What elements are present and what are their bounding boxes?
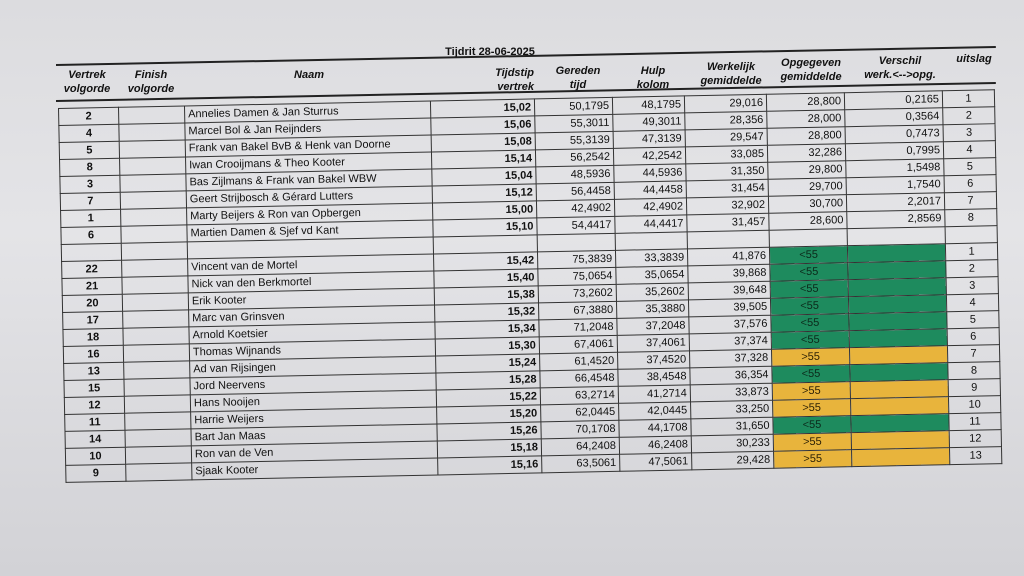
vertrek-cell: 16 [63,345,123,363]
vertrek-cell: 15 [64,379,124,397]
finish-cell [122,276,188,294]
verschil-status-cell [848,278,946,297]
werkelijk-cell: 39,868 [688,264,770,283]
hulp-cell: 48,1795 [612,96,684,114]
gereden-cell: 66,4548 [540,369,618,388]
opgegeven-status-cell: <55 [770,263,848,282]
opgegeven-status-cell: <55 [771,331,849,350]
header-gereden-line1: Gereden [555,65,601,77]
tijdstip-cell: 15,22 [436,388,540,407]
uitslag-cell: 6 [944,175,996,193]
uitslag-cell: 5 [944,158,996,176]
tijdstip-cell: 15,32 [435,303,539,322]
verschil-cell: 1,5498 [846,159,944,178]
header-finish-line1: Finish [134,69,168,81]
hulp-cell: 47,3139 [613,130,685,148]
tijdstip-cell: 15,08 [431,133,535,152]
gereden-cell: 67,4061 [539,335,617,354]
finish-cell [123,344,189,362]
naam-cell: Bas Zijlmans & Frank van Bakel WBW [186,169,432,191]
opgegeven-status-cell: <55 [773,416,851,435]
opgegeven-cell: 29,800 [768,161,846,180]
opgegeven-status-cell: >55 [773,399,851,418]
hulp-cell: 37,2048 [617,317,689,335]
blank-cell [687,230,769,249]
werkelijk-cell: 37,576 [689,315,771,334]
hulp-cell: 42,4902 [614,198,686,216]
header-werkelijk-line1: Werkelijk [706,61,756,73]
uitslag-cell: 3 [946,277,998,295]
naam-cell: Hans Nooijen [190,390,436,412]
naam-cell: Nick van den Berkmortel [188,271,434,293]
naam-cell: Ron van de Ven [191,441,437,463]
naam-cell: Frank van Bakel BvB & Henk van Doorne [185,135,431,157]
opgegeven-status-cell: <55 [770,297,848,316]
uitslag-cell: 1 [945,243,997,261]
opgegeven-status-cell: <55 [769,246,847,265]
uitslag-cell: 12 [949,430,1001,448]
results-table [58,89,1002,483]
header-gereden-line2: tijd [569,79,587,91]
naam-cell: Arnold Koetsier [189,322,435,344]
uitslag-cell: 11 [949,413,1001,431]
gereden-cell: 75,0654 [538,267,616,286]
finish-cell [122,293,188,311]
vertrek-cell: 5 [59,141,119,159]
tijdstip-cell: 15,38 [434,286,538,305]
finish-cell [124,378,190,396]
vertrek-cell: 13 [64,362,124,380]
hulp-cell: 37,4520 [618,351,690,369]
naam-cell: Iwan Crooijmans & Theo Kooter [186,152,432,174]
tijdstip-cell: 15,04 [432,167,536,186]
tijdstip-cell: 15,26 [437,422,541,441]
uitslag-cell: 13 [949,447,1001,465]
naam-cell: Bart Jan Maas [191,424,437,446]
vertrek-cell: 1 [61,209,121,227]
group1-body [59,90,998,245]
finish-cell [119,123,185,141]
opgegeven-cell: 28,600 [769,212,847,231]
header-vertrek [58,68,116,96]
finish-cell [126,463,192,481]
werkelijk-cell: 33,873 [690,383,772,402]
gereden-cell: 42,4902 [536,199,614,218]
header-hulp-line1: Hulp [640,65,666,77]
tijdstip-cell: 15,02 [430,99,534,118]
finish-cell [123,327,189,345]
uitslag-cell: 2 [943,107,995,125]
tijdstip-cell: 15,16 [438,456,542,475]
gereden-cell: 63,5061 [542,454,620,473]
hulp-cell: 37,4061 [617,334,689,352]
hulp-cell: 44,5936 [614,164,686,182]
verschil-status-cell [852,448,950,467]
verschil-cell: 1,7540 [846,176,944,195]
hulp-cell: 35,0654 [616,266,688,284]
finish-cell [120,174,186,192]
finish-cell [121,225,187,243]
verschil-cell: 0,7473 [845,125,943,144]
tijdstip-cell: 15,06 [431,116,535,135]
uitslag-cell: 3 [943,124,995,142]
vertrek-cell: 6 [61,226,121,244]
verschil-cell: 0,2165 [844,91,942,110]
blank-cell [433,235,537,254]
opgegeven-status-cell: >55 [772,382,850,401]
header-verschil [852,54,948,82]
gereden-cell: 75,3839 [537,250,615,269]
header-uitslag: uitslag [956,53,992,65]
uitslag-cell: 10 [948,396,1000,414]
uitslag-cell: 5 [947,311,999,329]
gereden-cell: 55,3139 [535,131,613,150]
blank-cell [769,229,847,248]
gereden-cell: 63,2714 [540,386,618,405]
verschil-cell: 2,8569 [847,210,945,229]
verschil-status-cell [850,363,948,382]
uitslag-cell: 4 [943,141,995,159]
werkelijk-cell: 31,454 [686,179,768,198]
opgegeven-cell: 29,700 [768,178,846,197]
verschil-status-cell [847,244,945,263]
uitslag-cell: 7 [947,345,999,363]
naam-cell: Marty Beijers & Ron van Opbergen [187,203,433,225]
naam-cell: Sjaak Kooter [192,458,438,480]
werkelijk-cell: 31,350 [686,162,768,181]
finish-cell [125,429,191,447]
naam-cell: Martien Damen & Sjef vd Kant [187,220,433,242]
gereden-cell: 67,3880 [539,301,617,320]
vertrek-cell: 17 [63,311,123,329]
header-opgegeven-line2: gemiddelde [780,71,842,83]
uitslag-cell: 2 [946,260,998,278]
uitslag-cell: 9 [948,379,1000,397]
werkelijk-cell: 37,374 [689,332,771,351]
opgegeven-cell: 28,800 [767,127,845,146]
werkelijk-cell: 41,876 [687,247,769,266]
gereden-cell: 61,4520 [540,352,618,371]
tijdstip-cell: 15,12 [432,184,536,203]
naam-cell: Harrie Weijers [191,407,437,429]
vertrek-cell: 8 [60,158,120,176]
gereden-cell: 71,2048 [539,318,617,337]
opgegeven-status-cell: >55 [773,433,851,452]
header-opgegeven-line1: Opgegeven [781,57,841,69]
werkelijk-cell: 36,354 [690,366,772,385]
werkelijk-cell: 31,650 [691,417,773,436]
werkelijk-cell: 39,648 [688,281,770,300]
hulp-cell: 44,1708 [619,419,691,437]
hulp-cell: 44,4458 [614,181,686,199]
group2-body [62,243,1002,483]
naam-cell: Erik Kooter [188,288,434,310]
verschil-status-cell [849,346,947,365]
werkelijk-cell: 29,547 [685,128,767,147]
gereden-cell: 50,1795 [534,97,612,116]
header-finish-line2: volgorde [127,83,175,95]
naam-cell: Annelies Damen & Jan Sturrus [184,101,430,123]
blank-cell [945,226,997,244]
vertrek-cell: 3 [60,175,120,193]
verschil-status-cell [849,312,947,331]
werkelijk-cell: 30,233 [691,434,773,453]
opgegeven-cell: 30,700 [768,195,846,214]
naam-cell: Thomas Wijnands [189,339,435,361]
werkelijk-cell: 31,457 [687,213,769,232]
blank-cell [615,232,687,250]
finish-cell [124,361,190,379]
finish-cell [121,208,187,226]
blank-cell [61,243,121,261]
hulp-cell: 46,2408 [619,436,691,454]
header-vertrek-line2: volgorde [63,83,111,95]
finish-cell [119,140,185,158]
hulp-cell: 42,0445 [619,402,691,420]
vertrek-cell: 18 [63,328,123,346]
header-werkelijk [690,60,772,88]
header-tijdstip [434,66,534,94]
finish-cell [120,191,186,209]
gereden-cell: 48,5936 [536,165,614,184]
hulp-cell: 38,4548 [618,368,690,386]
werkelijk-cell: 29,016 [684,94,766,113]
verschil-status-cell [851,431,949,450]
header-finish [118,68,184,96]
hulp-cell: 41,2714 [618,385,690,403]
naam-cell: Geert Strijbosch & Gérard Lutters [186,186,432,208]
uitslag-cell: 6 [947,328,999,346]
verschil-cell: 2,2017 [846,193,944,212]
tijdstip-cell: 15,30 [435,337,539,356]
uitslag-cell: 4 [946,294,998,312]
vertrek-cell: 11 [65,413,125,431]
header-verschil-line2: werk.<-->opg. [864,69,936,81]
werkelijk-cell: 39,505 [688,298,770,317]
verschil-cell: 0,3564 [845,108,943,127]
header-tijdstip-line1: Tijdstip [495,67,534,79]
tijdstip-cell: 15,20 [437,405,541,424]
opgegeven-status-cell: <55 [770,280,848,299]
header-naam: Naam [294,69,324,81]
opgegeven-status-cell: <55 [772,365,850,384]
finish-cell [125,446,191,464]
werkelijk-cell: 37,328 [690,349,772,368]
opgegeven-status-cell: <55 [771,314,849,333]
header-gereden [540,64,616,92]
finish-cell [118,106,184,124]
verschil-status-cell [849,329,947,348]
verschil-status-cell [851,414,949,433]
hulp-cell: 35,2602 [616,283,688,301]
naam-cell: Vincent van de Mortel [188,254,434,276]
hulp-cell: 44,4417 [615,215,687,233]
tijdstip-cell: 15,34 [435,320,539,339]
vertrek-cell: 10 [65,447,125,465]
hulp-cell: 49,3011 [613,113,685,131]
vertrek-cell: 7 [60,192,120,210]
werkelijk-cell: 28,356 [685,111,767,130]
tijdstip-cell: 15,00 [432,201,536,220]
finish-cell [123,310,189,328]
vertrek-cell: 14 [65,430,125,448]
verschil-status-cell [850,397,948,416]
finish-cell [125,412,191,430]
document-title: Tijdrit 28-06-2025 [445,46,535,58]
vertrek-cell: 9 [66,464,126,482]
hulp-cell: 42,2542 [613,147,685,165]
verschil-status-cell [848,295,946,314]
tijdstip-cell: 15,40 [434,269,538,288]
tijdstip-cell: 15,18 [437,439,541,458]
header-tijdstip-line2: vertrek [497,81,534,93]
werkelijk-cell: 33,250 [691,400,773,419]
uitslag-cell: 8 [945,209,997,227]
hulp-cell: 35,3880 [616,300,688,318]
tijdstip-cell: 15,10 [433,218,537,237]
uitslag-cell: 8 [948,362,1000,380]
vertrek-cell: 2 [59,107,119,125]
uitslag-cell: 7 [944,192,996,210]
header-werkelijk-line2: gemiddelde [700,75,762,87]
opgegeven-status-cell: >55 [771,348,849,367]
vertrek-cell: 20 [62,294,122,312]
vertrek-cell: 22 [62,260,122,278]
blank-cell [847,227,945,246]
tijdstip-cell: 15,24 [436,354,540,373]
gereden-cell: 54,4417 [537,216,615,235]
gereden-cell: 70,1708 [541,420,619,439]
naam-cell: Marcel Bol & Jan Reijnders [185,118,431,140]
header-vertrek-line1: Vertrek [68,69,106,81]
finish-cell [124,395,190,413]
blank-cell [121,242,187,260]
vertrek-cell: 4 [59,124,119,142]
gereden-cell: 56,4458 [536,182,614,201]
verschil-cell: 0,7995 [845,142,943,161]
tijdstip-cell: 15,28 [436,371,540,390]
tijdstip-cell: 15,42 [434,252,538,271]
header-opgegeven [772,56,850,84]
hulp-cell: 33,3839 [615,249,687,267]
gereden-cell: 56,2542 [535,148,613,167]
verschil-status-cell [848,261,946,280]
gereden-cell: 73,2602 [538,284,616,303]
naam-cell: Ad van Rijsingen [190,356,436,378]
werkelijk-cell: 29,428 [692,451,774,470]
verschil-status-cell [850,380,948,399]
naam-cell: Jord Neervens [190,373,436,395]
vertrek-cell: 12 [64,396,124,414]
werkelijk-cell: 32,902 [686,196,768,215]
opgegeven-cell: 32,286 [767,144,845,163]
hulp-cell: 47,5061 [620,453,692,471]
opgegeven-cell: 28,000 [767,110,845,129]
finish-cell [120,157,186,175]
blank-cell [537,233,615,252]
opgegeven-status-cell: >55 [774,450,852,469]
opgegeven-cell: 28,800 [766,93,844,112]
gereden-cell: 62,0445 [541,403,619,422]
gereden-cell: 64,2408 [541,437,619,456]
uitslag-cell: 1 [942,90,994,108]
vertrek-cell: 21 [62,277,122,295]
header-hulp-line2: kolom [636,79,670,91]
finish-cell [122,259,188,277]
werkelijk-cell: 33,085 [685,145,767,164]
gereden-cell: 55,3011 [535,114,613,133]
header-verschil-line1: Verschil [878,55,922,67]
naam-cell: Marc van Grinsven [189,305,435,327]
tijdstip-cell: 15,14 [431,150,535,169]
